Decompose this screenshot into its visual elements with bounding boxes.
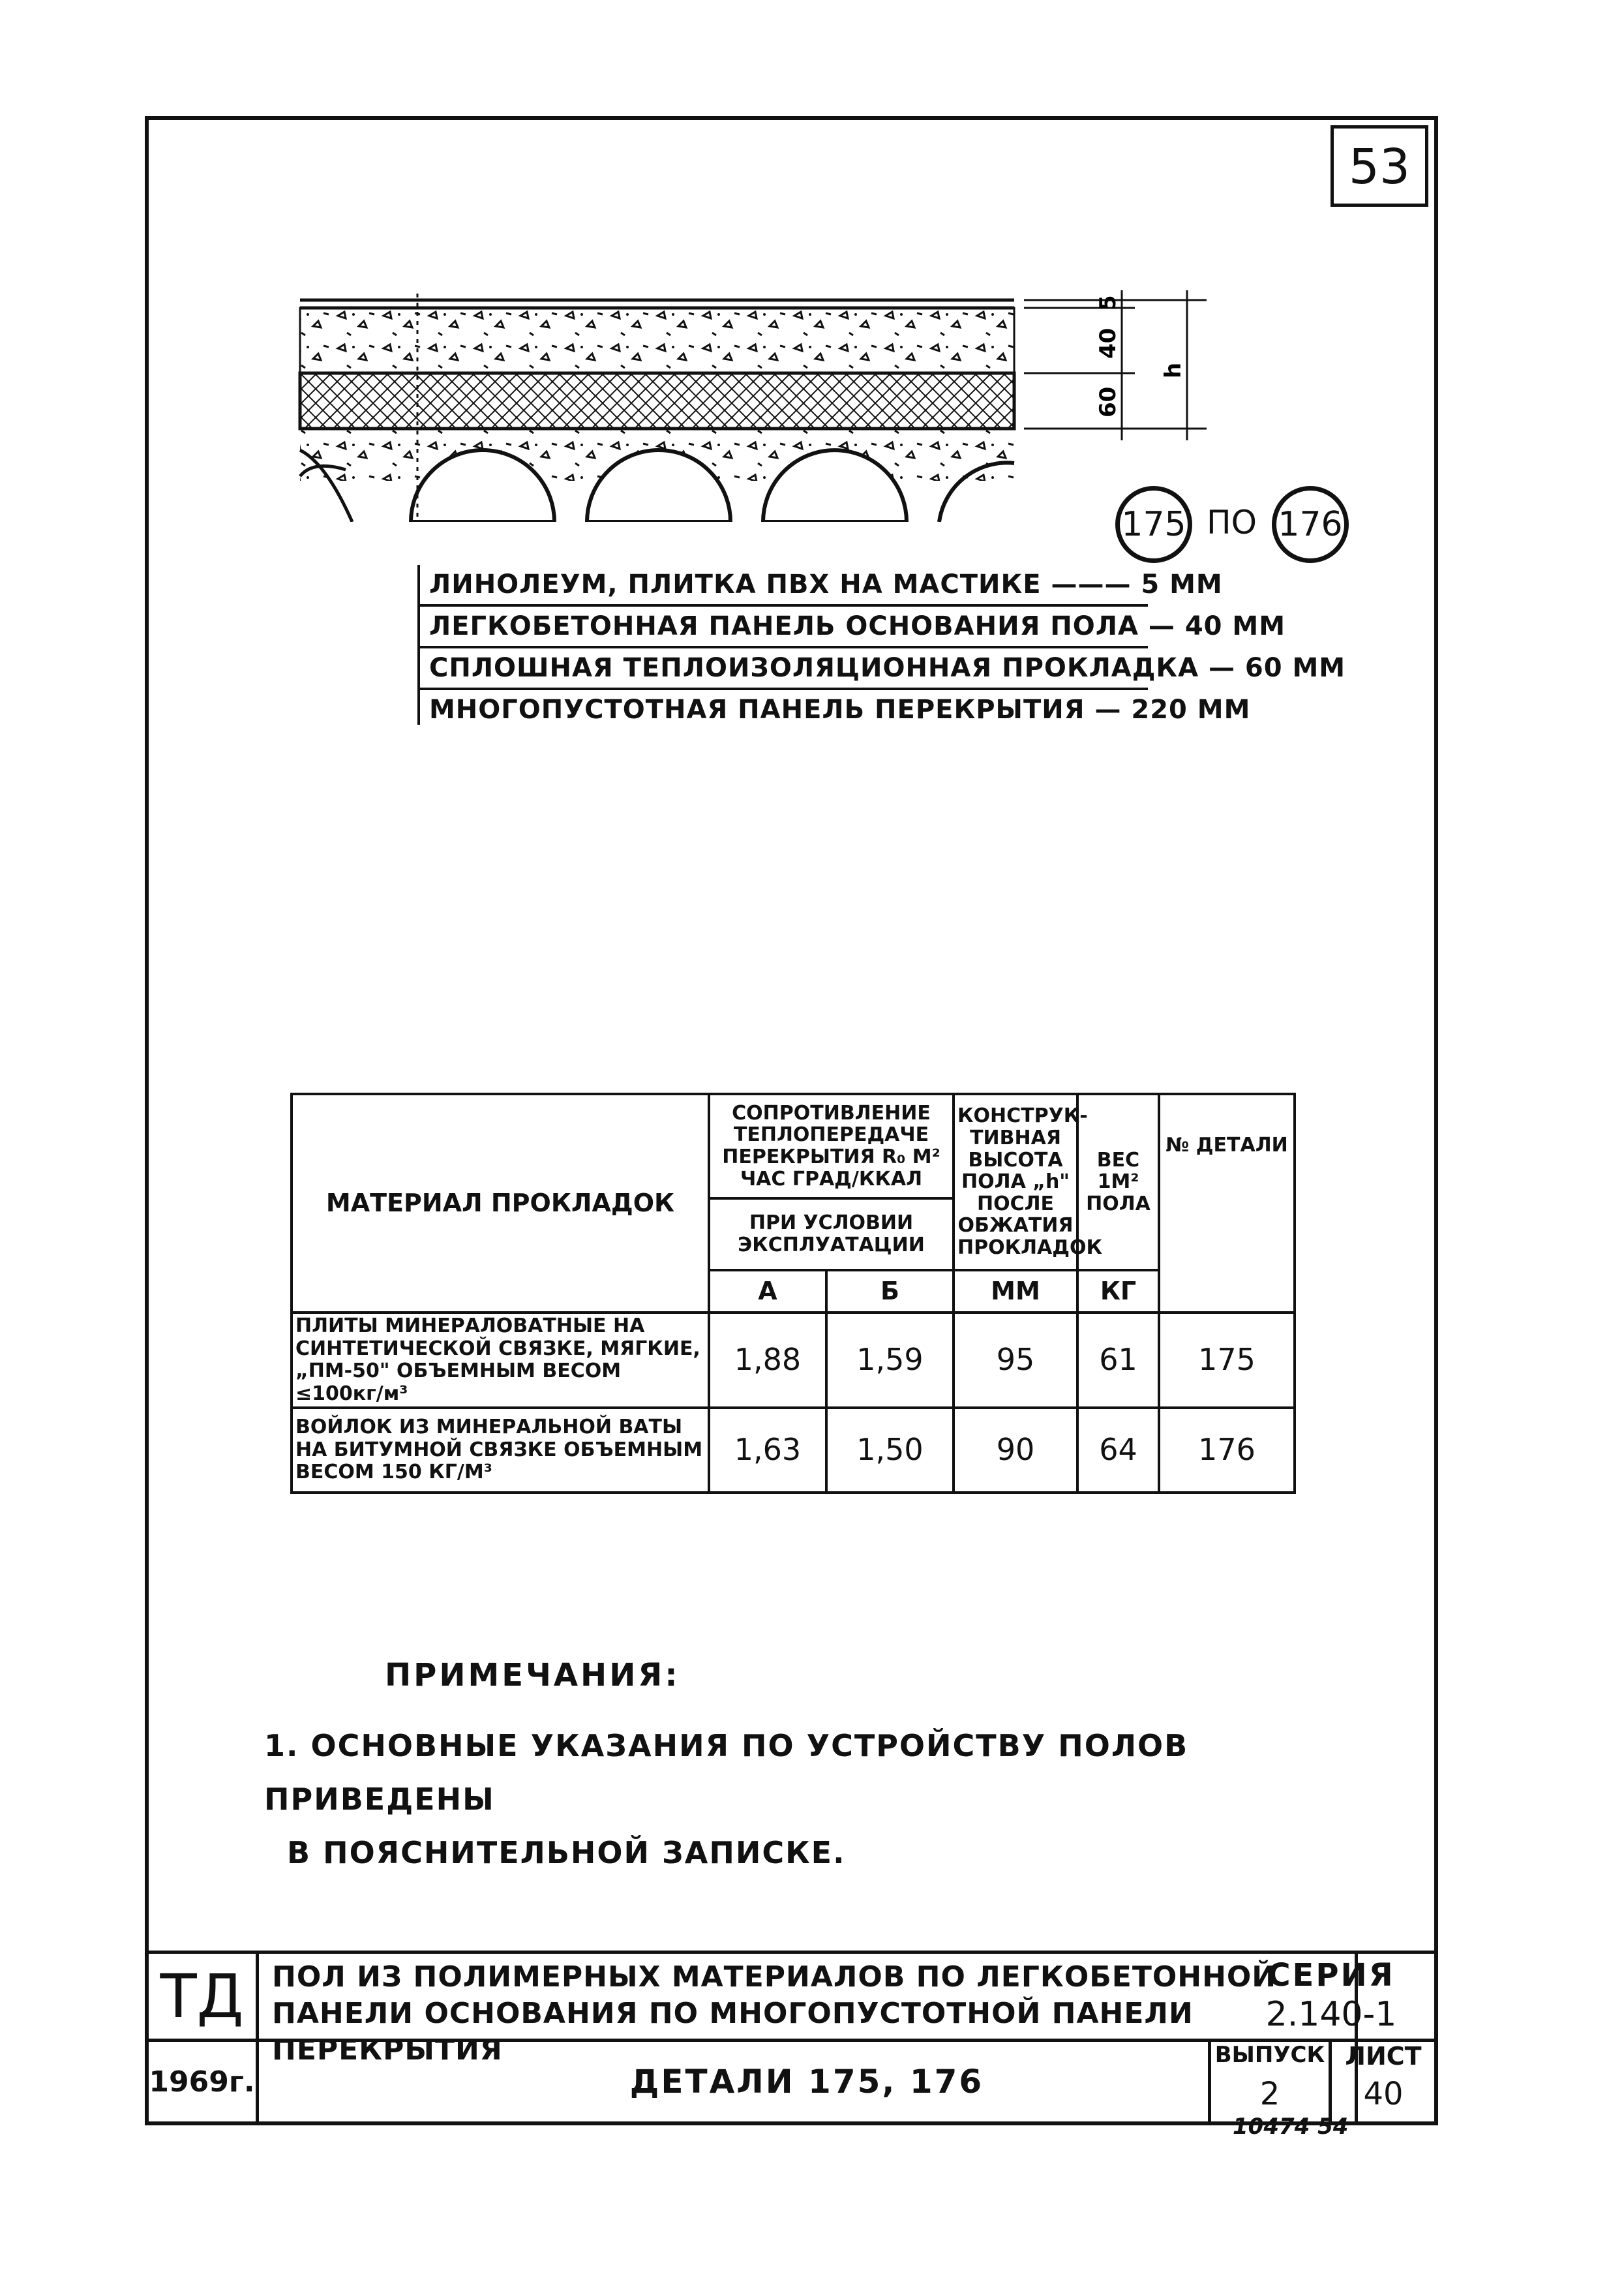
- row-detail: 176: [1159, 1408, 1295, 1493]
- row-material: ПЛИТЫ МИНЕРАЛОВАТНЫЕ НА СИНТЕТИЧЕСКОЙ СВЯЗКЕ, МЯГКИЕ, „ПМ-50" ОБЪЕМНЫМ ВЕСОМ ≤100кг/м³: [292, 1313, 709, 1408]
- sheet-label: ЛИСТ: [1345, 2042, 1422, 2071]
- insulation-layer: [300, 373, 1014, 429]
- legend-row: ЛИНОЛЕУМ, ПЛИТКА ПВХ НА МАСТИКЕ ——— 5 ММ: [417, 565, 1148, 607]
- row-a: 1,63: [709, 1408, 826, 1493]
- row-height: 90: [954, 1408, 1077, 1493]
- dim-5: 5: [1095, 295, 1121, 311]
- title-code: ТД: [145, 1951, 259, 2042]
- hollow-core-slab: [300, 429, 1014, 522]
- table-row: [292, 1408, 1295, 1493]
- row-weight: 61: [1077, 1313, 1159, 1408]
- title-year: 1969г.: [145, 2039, 259, 2125]
- legend-row: МНОГОПУСТОТНАЯ ПАНЕЛЬ ПЕРЕКРЫТИЯ — 220 ММ: [429, 695, 1251, 725]
- sheet-number: 53: [1331, 125, 1428, 207]
- header-col-a: А: [709, 1270, 826, 1313]
- linoleum-layer: [300, 300, 1014, 308]
- note-line-2: В ПОЯСНИТЕЛЬНОЙ ЗАПИСКЕ.: [287, 1835, 846, 1870]
- row-b: 1,50: [826, 1408, 954, 1493]
- header-detail: № ДЕТАЛИ: [1159, 1094, 1295, 1313]
- notes-heading: ПРИМЕЧАНИЯ:: [385, 1657, 680, 1693]
- series-value: 2.140-1: [1265, 1995, 1397, 2034]
- issue-value: 2: [1259, 2076, 1280, 2112]
- notes-text: [264, 1719, 1373, 1879]
- title-details: ДЕТАЛИ 175, 176: [256, 2039, 1358, 2125]
- floor-section-drawing: [287, 274, 1213, 522]
- header-height: КОНСТРУК-ТИВНАЯ ВЫСОТА ПОЛА „h" ПОСЛЕ ОБЖАТИЯ ПРОКЛАДОК: [954, 1094, 1077, 1270]
- row-height: 95: [954, 1313, 1077, 1408]
- row-detail: 175: [1159, 1313, 1295, 1408]
- header-material: МАТЕРИАЛ ПРОКЛАДОК: [292, 1094, 709, 1313]
- header-resistance: СОПРОТИВЛЕНИЕ ТЕПЛОПЕРЕДАЧЕ ПЕРЕКРЫТИЯ R₀ М² ЧАС ГРАД/ККАЛ: [709, 1094, 954, 1198]
- row-a: 1,88: [709, 1313, 826, 1408]
- note-line-1: 1. ОСНОВНЫЕ УКАЗАНИЯ ПО УСТРОЙСТВУ ПОЛОВ ПРИВЕДЕНЫ: [264, 1728, 1189, 1817]
- row-b: 1,59: [826, 1313, 954, 1408]
- dim-60: 60: [1095, 386, 1121, 418]
- legend-row: СПЛОШНАЯ ТЕПЛОИЗОЛЯЦИОННАЯ ПРОКЛАДКА — 60 ММ: [417, 648, 1148, 690]
- header-conditions: ПРИ УСЛОВИИ ЭКСПЛУАТАЦИИ: [709, 1198, 954, 1270]
- legend-row: ЛЕГКОБЕТОННАЯ ПАНЕЛЬ ОСНОВАНИЯ ПОЛА — 40 ММ: [417, 607, 1148, 648]
- header-unit-mm: ММ: [954, 1270, 1077, 1313]
- archive-stamp: 10474 54: [1233, 2114, 1349, 2140]
- sheet-value: 40: [1363, 2076, 1404, 2112]
- header-weight: ВЕС 1М² ПОЛА: [1077, 1094, 1159, 1270]
- dim-h: h: [1160, 362, 1186, 378]
- series-label: СЕРИЯ: [1267, 1957, 1395, 1994]
- materials-table: [290, 1093, 1296, 1494]
- row-weight: 64: [1077, 1408, 1159, 1493]
- detail-ref-175: 175: [1115, 486, 1192, 563]
- issue-label: ВЫПУСК: [1214, 2042, 1325, 2068]
- dim-40: 40: [1095, 327, 1121, 359]
- header-col-b: Б: [826, 1270, 954, 1313]
- concrete-panel-layer: [300, 308, 1014, 373]
- title-line-2: ПАНЕЛИ ОСНОВАНИЯ ПО МНОГОПУСТОТНОЙ ПАНЕЛИ ПЕРЕКРЫТИЯ: [272, 1997, 1194, 2067]
- title-line-1: ПОЛ ИЗ ПОЛИМЕРНЫХ МАТЕРИАЛОВ ПО ЛЕГКОБЕТОННОЙ: [272, 1960, 1277, 1994]
- detail-ref-word: ПО: [1207, 504, 1257, 541]
- table-row: [292, 1313, 1295, 1408]
- detail-ref-176: 176: [1272, 486, 1349, 563]
- title-block: [145, 1951, 1438, 2125]
- header-unit-kg: КГ: [1077, 1270, 1159, 1313]
- row-material: ВОЙЛОК ИЗ МИНЕРАЛЬНОЙ ВАТЫ НА БИТУМНОЙ СВЯЗКЕ ОБЪЕМНЫМ ВЕСОМ 150 КГ/М³: [292, 1408, 709, 1493]
- layer-legend: [417, 565, 1346, 729]
